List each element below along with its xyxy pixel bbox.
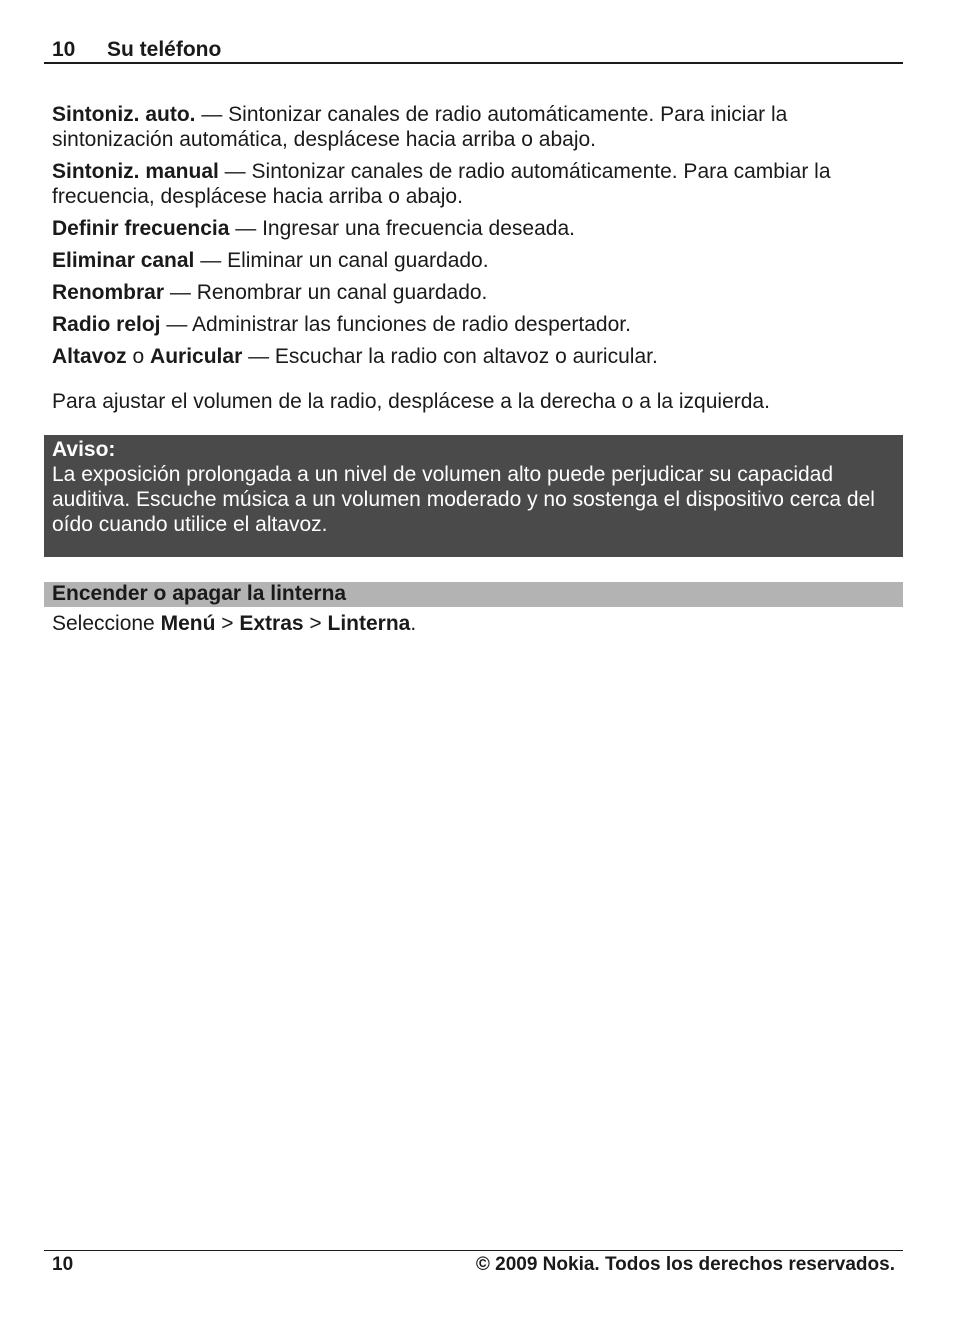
select-suffix: . <box>410 612 417 635</box>
speaker-connector: o <box>126 345 151 368</box>
option-description: Administrar las funciones de radio despertador. <box>192 313 631 336</box>
option-separator: — <box>194 249 228 272</box>
main-content <box>52 102 897 414</box>
option-term: Sintoniz. auto. <box>52 103 196 126</box>
header-section-title: Su teléfono <box>107 38 222 61</box>
page-header <box>44 34 903 64</box>
option-description: Renombrar un canal guardado. <box>196 281 488 304</box>
option-entry <box>52 248 897 273</box>
option-entry <box>52 159 897 209</box>
option-entry <box>52 102 897 152</box>
option-separator: — <box>229 217 263 240</box>
warning-title: Aviso: <box>52 438 116 461</box>
option-term: Eliminar canal <box>52 249 195 272</box>
header-page-number: 10 <box>52 38 76 61</box>
earpiece-term: Auricular <box>150 345 243 368</box>
option-entry <box>52 312 897 337</box>
option-term: Definir frecuencia <box>52 217 230 240</box>
warning-box <box>44 435 903 557</box>
footer-page-number: 10 <box>52 1254 74 1275</box>
option-term: Renombrar <box>52 281 165 304</box>
option-separator: — <box>218 160 252 183</box>
menu-path-extras: Extras <box>239 612 304 635</box>
option-entry <box>52 216 897 241</box>
footer-copyright: © 2009 Nokia. Todos los derechos reservados. <box>475 1254 895 1275</box>
option-description: Eliminar un canal guardado. <box>227 249 489 272</box>
volume-paragraph: Para ajustar el volumen de la radio, desplácese a la derecha o a la izquierda. <box>52 390 770 413</box>
option-separator: — <box>195 103 229 126</box>
option-description: Sintonizar canales de radio automáticamente. Para cambiar la frecuencia, desplácese hacia arriba o abajo. <box>52 160 831 208</box>
menu-path-menu: Menú <box>160 612 216 635</box>
option-description: Ingresar una frecuencia deseada. <box>262 217 575 240</box>
option-separator: — <box>160 313 193 336</box>
option-term: Sintoniz. manual <box>52 160 219 183</box>
speaker-term: Altavoz <box>52 345 127 368</box>
option-entry <box>52 280 897 305</box>
section-heading-flashlight: Encender o apagar la linterna <box>44 582 903 607</box>
page-footer <box>44 1250 903 1280</box>
option-term: Radio reloj <box>52 313 161 336</box>
option-separator: — <box>164 281 197 304</box>
option-description: Escuchar la radio con altavoz o auricular. <box>274 345 658 368</box>
flashlight-instructions <box>52 611 416 636</box>
option-description: Sintonizar canales de radio automáticamente. Para iniciar la sintonización automática, desplácese hacia arriba o abajo. <box>52 103 788 151</box>
menu-path-separator: > <box>303 612 328 635</box>
option-separator: — <box>242 345 275 368</box>
speaker-option-entry <box>52 344 897 369</box>
select-prefix: Seleccione <box>52 612 161 635</box>
warning-text: La exposición prolongada a un nivel de volumen alto puede perjudicar su capacidad auditiva. Escuche música a un volumen moderado y no sostenga el dispositivo cerca del oído cuando utilice el altavoz. <box>52 463 875 536</box>
menu-path-linterna: Linterna <box>327 612 411 635</box>
menu-path-separator: > <box>215 612 240 635</box>
